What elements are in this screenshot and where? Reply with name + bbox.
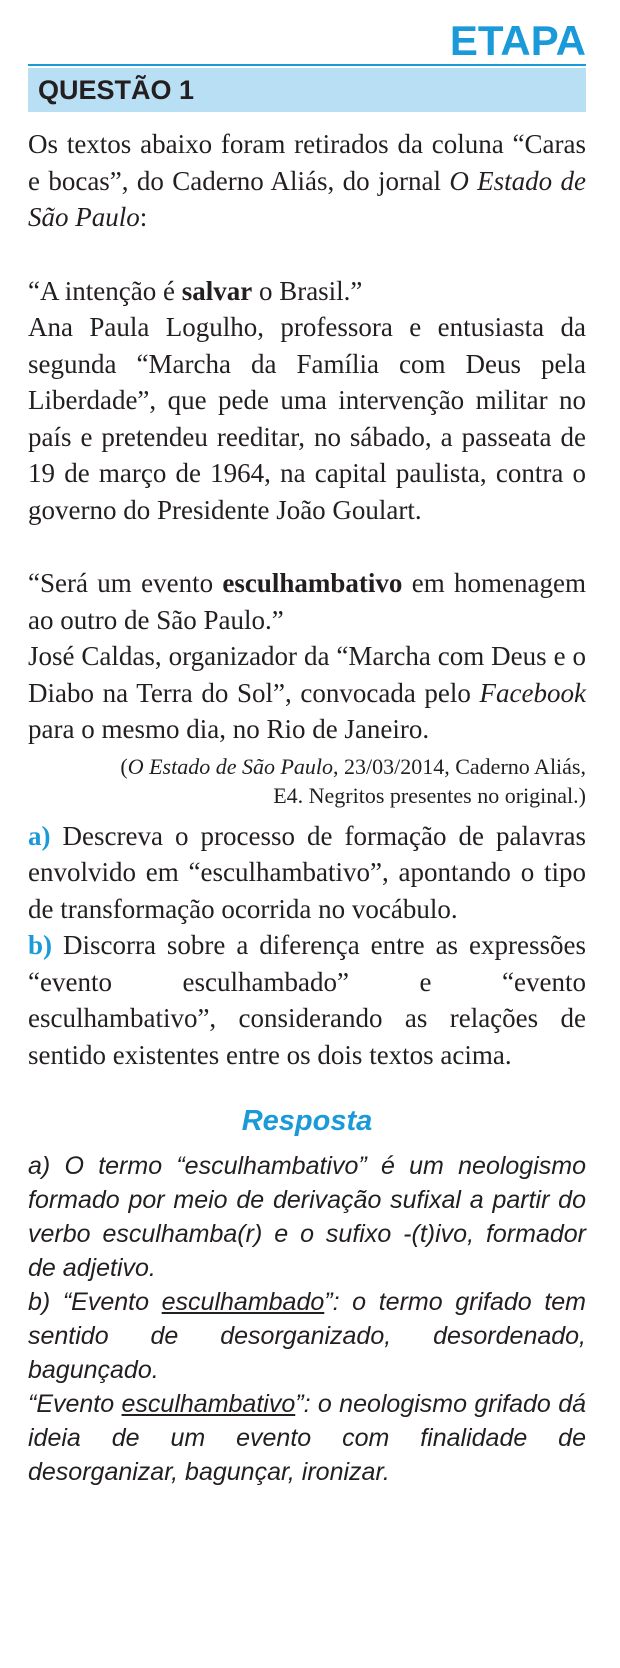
quote2-caption-post: para o mesmo dia, no Rio de Janeiro. bbox=[28, 714, 430, 744]
answer-c-term: esculhambativo bbox=[121, 1390, 296, 1418]
source-rest: , 23/03/2014, Caderno Aliás, bbox=[333, 753, 586, 779]
intro-paragraph bbox=[28, 126, 586, 236]
answer-b-post: ”: o termo grifado tem sentido de desorganizado, desordenado, bagunçado. bbox=[28, 1288, 586, 1384]
quote2-caption-italic: Facebook bbox=[479, 677, 586, 708]
item-b-text: Discorra sobre a diferença entre as expressões “evento esculhambado” e “evento esculhambativo”, considerando as relações de sentido existentes entre os dois textos acima. bbox=[28, 930, 586, 1070]
quote1-post: o Brasil.” bbox=[252, 275, 363, 306]
answer-c bbox=[28, 1387, 586, 1489]
spacer bbox=[28, 528, 586, 565]
quote2-post: em homenagem ao outro de São Paulo.” bbox=[28, 568, 586, 635]
source-line-2: E4. Negritos presentes no original.) bbox=[273, 782, 586, 808]
item-a bbox=[28, 818, 586, 928]
quote1-caption: Ana Paula Logulho, professora e entusiasta da segunda “Marcha da Família com Deus pela Liberdade”, que pede uma intervenção militar no país e pretendeu reeditar, no sábado, a passeata de 19 de março de 1964, na capital paulista, contra o governo do Presidente João Goulart. bbox=[28, 312, 586, 525]
answer-heading: Resposta bbox=[241, 1105, 373, 1137]
spacer bbox=[28, 236, 586, 273]
intro-text: Os textos abaixo foram retirados da coluna “Caras e bocas”, do Caderno Aliás, do jornal bbox=[28, 129, 586, 196]
etapa-logo: ETAPA bbox=[449, 17, 586, 64]
quote2-pre: “Será um evento bbox=[28, 568, 223, 598]
source-line-1 bbox=[28, 752, 586, 781]
item-a-text: Descreva o processo de formação de palavras envolvido em “esculhambativo”, apontando o tipo de transformação ocorrida no vocábulo. bbox=[28, 820, 586, 924]
question-title-bar bbox=[28, 68, 586, 112]
item-a-label: a) bbox=[28, 820, 51, 851]
intro-colon: : bbox=[139, 202, 148, 232]
question-content bbox=[28, 126, 586, 1489]
source-citation bbox=[28, 752, 586, 810]
quote2-caption-pre: José Caldas, organizador da “Marcha com Deus e o Diabo na Terra do Sol”, convocada pelo bbox=[28, 641, 586, 708]
quote1-line bbox=[28, 273, 586, 310]
answer-a: a) O termo “esculhambativo” é um neologismo formado por meio de derivação sufixal a partir do verbo esculhamba(r) e o sufixo -(t)ivo, formador de adjetivo. bbox=[28, 1152, 586, 1282]
quote1-bold: salvar bbox=[181, 275, 253, 306]
quote2-bold: esculhambativo bbox=[222, 568, 403, 598]
quote2-line bbox=[28, 565, 586, 638]
answer-c-pre: “Evento bbox=[28, 1390, 122, 1418]
answer-b-term: esculhambado bbox=[161, 1288, 325, 1316]
answer-b-pre: b) “Evento bbox=[28, 1288, 162, 1316]
intro-newspaper: O Estado de São Paulo bbox=[28, 165, 586, 232]
quote2-caption bbox=[28, 638, 586, 748]
answer-c-post: ”: o neologismo grifado dá ideia de um evento com finalidade de desorganizar, bagunçar, ironizar. bbox=[28, 1390, 586, 1486]
question-title: QUESTÃO 1 bbox=[38, 75, 195, 105]
answer-b bbox=[28, 1285, 586, 1387]
source-open: ( bbox=[120, 753, 128, 779]
source-newspaper: O Estado de São Paulo bbox=[127, 753, 334, 779]
item-b-label: b) bbox=[28, 930, 53, 960]
item-b bbox=[28, 927, 586, 1073]
answer-body bbox=[28, 1149, 586, 1489]
header-divider bbox=[28, 64, 586, 66]
quote1-pre: “A intenção é bbox=[28, 275, 182, 306]
